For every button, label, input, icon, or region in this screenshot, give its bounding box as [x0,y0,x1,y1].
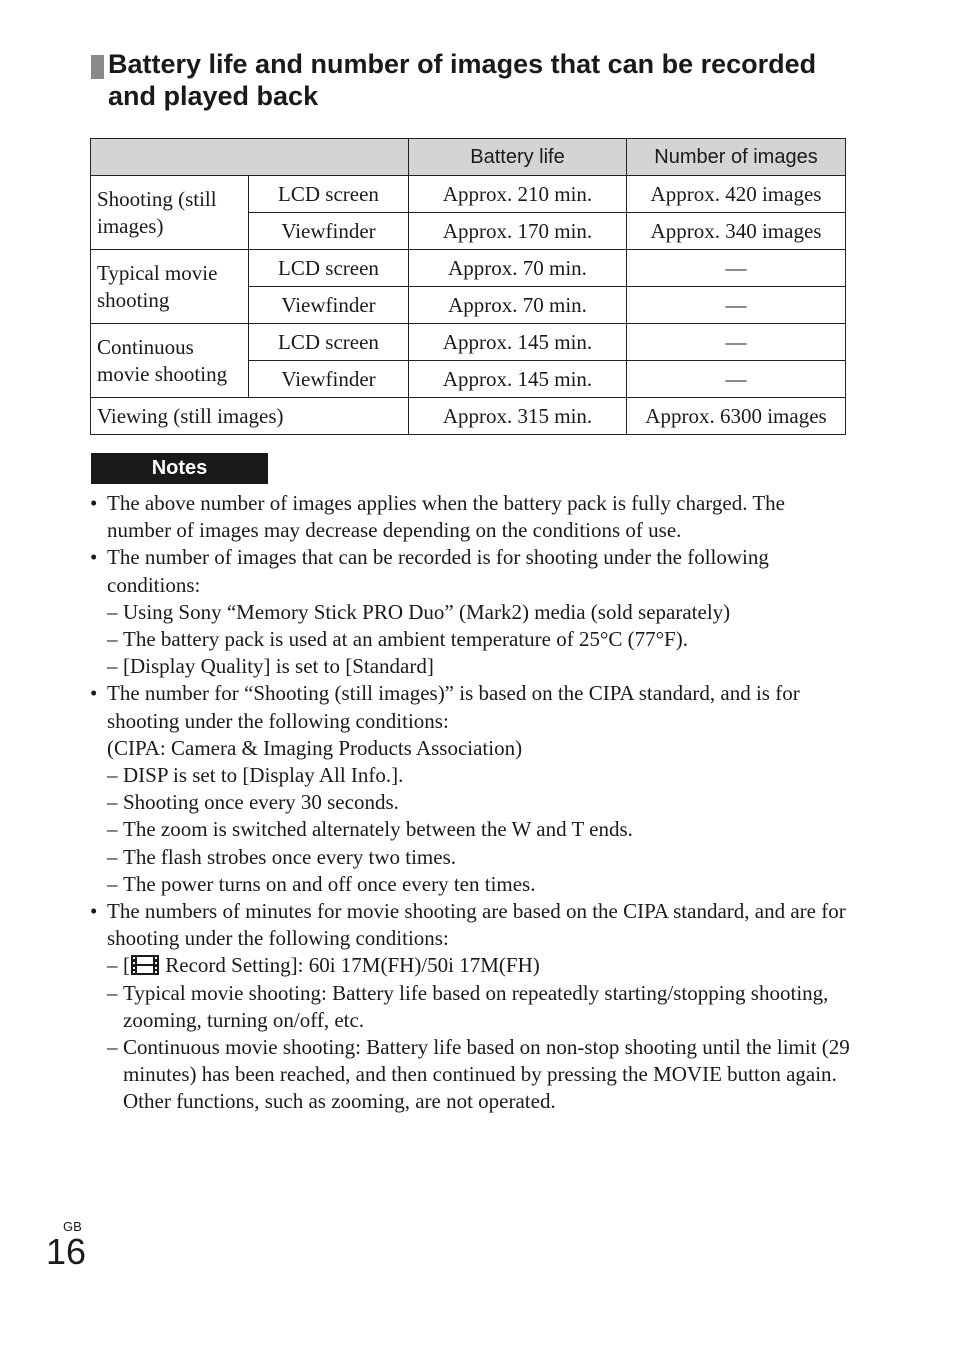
note-subitem [90,789,850,816]
note-subtext: Using Sony “Memory Stick PRO Duo” (Mark2) media (sold separately) [123,599,731,624]
note-cipa: (CIPA: Camera & Imaging Products Association) [107,735,523,760]
note-item [90,680,850,734]
note-text: The number for “Shooting (still images)” is based on the CIPA standard, and is for shooting under the following conditions: [107,681,800,733]
row-sub-label: Viewfinder [249,213,409,250]
note-subtext: The battery pack is used at an ambient temperature of 25°C (77°F). [123,627,688,652]
battery-cell: Approx. 70 min. [409,287,627,324]
note-subitem [90,816,850,843]
note-subtext: Typical movie shooting: Battery life based on repeatedly starting/stopping shooting, zooming, turning on/off, etc. [123,980,829,1032]
note-text: The above number of images applies when the battery pack is fully charged. The number of images may decrease depending on the conditions of use. [107,491,785,543]
bullet-mark: • [90,545,98,570]
record-setting-prefix: [ [123,953,130,978]
note-subtext: The power turns on and off once every ten times. [123,871,536,896]
note-subitem [90,599,850,626]
note-subitem [90,762,850,789]
note-item [90,490,850,544]
bullet-mark: • [90,899,98,924]
battery-table [90,138,846,435]
note-text: The number of images that can be recorded is for shooting under the following conditions: [107,545,769,597]
note-subtext: The zoom is switched alternately between the W and T ends. [123,817,633,842]
note-item [90,898,850,952]
viewing-label: Viewing (still images) [91,398,409,435]
note-subitem [90,626,850,653]
battery-cell: Approx. 145 min. [409,361,627,398]
dash-mark: – [107,817,118,842]
table-header-empty [91,139,409,176]
bullet-mark: • [90,681,98,706]
row-group-label: Continuous movie shooting [91,324,249,398]
note-subitem [90,1034,850,1116]
table-header-battery: Battery life [409,139,627,176]
images-cell: Approx. 420 images [627,176,846,213]
dash-mark: – [107,654,118,679]
row-sub-label: LCD screen [249,176,409,213]
note-subitem [90,952,850,979]
dash-mark: – [107,790,118,815]
battery-cell: Approx. 170 min. [409,213,627,250]
movie-film-icon [130,954,160,976]
dash-mark: – [107,1035,118,1060]
note-subtext: Shooting once every 30 seconds. [123,790,399,815]
battery-cell: Approx. 315 min. [409,398,627,435]
dash-mark: – [107,844,118,869]
images-cell: Approx. 6300 images [627,398,846,435]
table-header-images: Number of images [627,139,846,176]
page-number: 16 [46,1231,87,1272]
table-row [91,250,846,287]
note-subitem [90,980,850,1034]
note-subtext: [Display Quality] is set to [Standard] [123,654,434,679]
images-cell: — [627,361,846,398]
section-title: Battery life and number of images that can be recorded and played back [108,49,817,111]
row-sub-label: Viewfinder [249,361,409,398]
images-cell: — [627,324,846,361]
table-row-viewing [91,398,846,435]
note-subtext: Continuous movie shooting: Battery life based on non-stop shooting until the limit (29 minutes) has been reached, and then continued by pressing the MOVIE button again. Other functions, such as zooming, are not operated. [123,1035,850,1114]
row-sub-label: LCD screen [249,324,409,361]
dash-mark: – [107,763,118,788]
record-setting-text: Record Setting]: 60i 17M(FH)/50i 17M(FH) [160,953,540,978]
battery-cell: Approx. 145 min. [409,324,627,361]
title-marker [91,55,104,79]
row-group-label: Shooting (still images) [91,176,249,250]
note-subtext: The flash strobes once every two times. [123,844,456,869]
notes-heading: Notes [91,453,268,484]
note-subtext: DISP is set to [Display All Info.]. [123,763,404,788]
note-subitem [90,653,850,680]
row-group-label: Typical movie shooting [91,250,249,324]
table-row [91,176,846,213]
images-cell: Approx. 340 images [627,213,846,250]
row-sub-label: LCD screen [249,250,409,287]
notes-list [90,490,850,1116]
table-header-row [91,139,846,176]
bullet-mark: • [90,491,98,515]
note-item [90,544,850,598]
note-subitem [90,844,850,871]
dash-mark: – [107,953,118,978]
row-sub-label: Viewfinder [249,287,409,324]
note-text: The numbers of minutes for movie shooting are based on the CIPA standard, and are for shooting under the following conditions: [107,899,846,951]
battery-cell: Approx. 210 min. [409,176,627,213]
dash-mark: – [107,627,118,652]
images-cell: — [627,250,846,287]
region-code: GB [63,1219,82,1234]
dash-mark: – [107,871,118,896]
table-row [91,324,846,361]
battery-cell: Approx. 70 min. [409,250,627,287]
dash-mark: – [107,980,118,1005]
dash-mark: – [107,599,118,624]
images-cell: — [627,287,846,324]
note-subitem [90,871,850,898]
